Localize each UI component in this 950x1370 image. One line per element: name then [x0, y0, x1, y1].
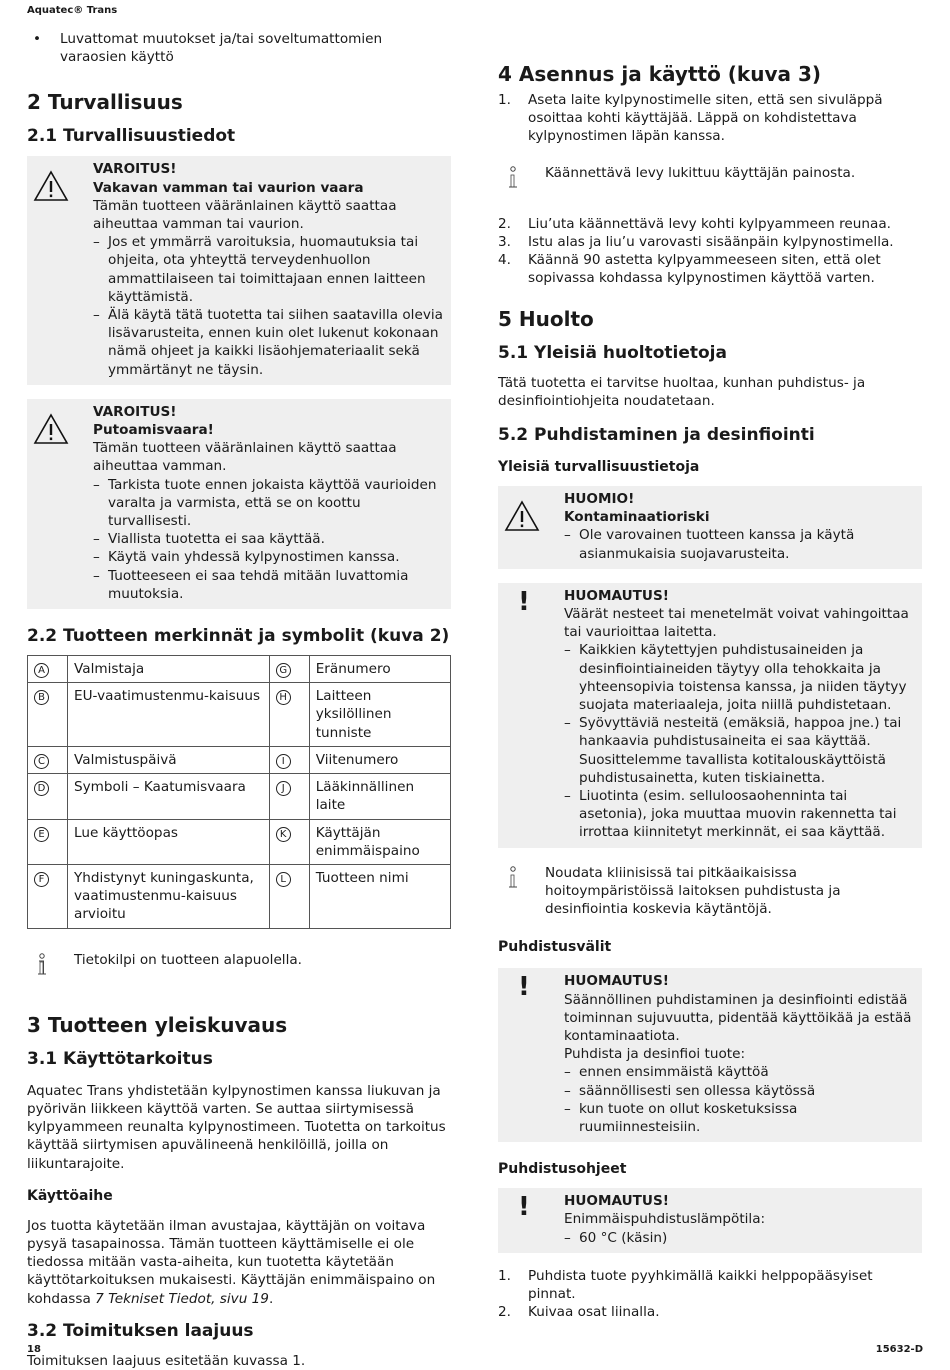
right-column — [498, 61, 922, 1321]
circled-letter: H — [276, 690, 291, 705]
step-item: 3. Istu alas ja liu’u varovasti sisäänpäin kylpynostimella. — [498, 234, 894, 251]
circled-letter: G — [276, 663, 291, 678]
table-row: D Symboli – Kaatumisvaara J Lääkinnällinen laite — [28, 774, 451, 819]
list-item: – Kaikkien käytettyjen puhdistusaineiden ja desinfiointiaineiden täytyy olla tehokkaita ja yhteensopivia toistensa kanssa, ja niiden täytyy suojata materiaaleja, joita niillä puhdistetaan. — [564, 642, 907, 714]
list-item: – Tuotteeseen ei saa tehdä mitään luvattomia muutoksia. — [93, 567, 409, 602]
caution-title: Kontaminaatioriski — [564, 509, 710, 526]
caution-box — [498, 486, 922, 569]
notice-label: HUOMAUTUS! — [564, 1193, 669, 1210]
warning-triangle-icon — [33, 160, 93, 378]
section-title: 2 Turvallisuus — [27, 90, 183, 115]
left-column — [27, 30, 451, 1370]
warning-triangle-icon — [504, 490, 564, 563]
paragraph: Tätä tuotetta ei tarvitse huoltaa, kunhan puhdistus- ja desinfiointiohjeita noudatetaan. — [498, 374, 866, 409]
circled-letter: L — [276, 872, 291, 887]
warning-triangle-icon — [33, 403, 93, 603]
bullet-icon: • — [33, 31, 42, 47]
info-icon — [27, 951, 74, 982]
notice-label: HUOMAUTUS! — [564, 587, 669, 604]
circled-letter: D — [34, 781, 49, 796]
section-title: 4 Asennus ja käyttö (kuva 3) — [498, 62, 821, 86]
cross-reference[interactable]: 7 Tekniset Tiedot, sivu 19 — [95, 1290, 269, 1307]
info-note: Noudata kliinisissä tai pitkäaikaisissa hoitoympäristöissä laitoksen puhdistusta ja desinfiointia koskevia käytäntöjä. — [498, 864, 922, 919]
warning-title: Putoamisvaara! — [93, 422, 214, 439]
notice-label: HUOMAUTUS! — [564, 973, 669, 990]
circled-letter: C — [34, 754, 49, 769]
circled-letter: K — [276, 827, 291, 842]
list-item: – Jos et ymmärrä varoituksia, huomautuksia tai ohjeita, ota yhteyttä terveydenhuollon ammattilaiseen tai toimittajaan ennen laitteen käyttämistä. — [93, 234, 426, 305]
subsection-title: 3.2 Toimituksen laajuus — [27, 1320, 254, 1341]
paragraph: Jos tuotta käytetään ilman avustajaa, käyttäjän on voitava pysyä tasapainossa. Tämän tuotteen käyttämiselle ei ole tiedossa mitään vasta-aiheita, kun tuotetta käytetään käyttötarkoituksen mukaisesti. Käyttäjän enimmäispaino on kohdassa 7 Tekniset Tiedot, sivu 19. — [27, 1217, 436, 1307]
circled-letter: F — [34, 872, 49, 887]
warning-label: VAROITUS! — [93, 403, 177, 420]
notice-box: ! HUOMAUTUS! Väärät nesteet tai menetelmät voivat vahingoittaa tai vaurioittaa laitetta. – Kaikkien käytettyjen puhdistusaineiden ja desinfiointiaineiden täytyy olla tehokkaita ja yhteensopivia toistensa kanssa, ja niiden täytyy suojata materiaaleja, joita niillä puhdistetaan. – Syövyttäviä nesteitä (emäksiä, happoa jne.) tai hankaavia puhdistusaineita ei saa käyttää. Suosittelemme tavallista kotitalouskäyttöistä puhdistusainetta, kuten tiskiainetta. – Liuotinta (esim. selluloosaohenninta tai asetonia), joka muuttaa muovin rakennetta tai irrottaa kiinnitetyt merkinnät, ei saa käyttää. — [498, 583, 922, 848]
subheading: Yleisiä turvallisuustietoja — [498, 459, 700, 476]
warning-label: VAROITUS! — [93, 161, 177, 178]
warning-box — [27, 399, 451, 609]
exclamation-icon: ! — [518, 972, 530, 1003]
table-row: C Valmistuspäivä I Viitenumero — [28, 746, 451, 773]
list-item: – Liuotinta (esim. selluloosaohenninta tai asetonia), joka muuttaa muovin rakennetta tai irrottaa kiinnitetyt merkinnät, ei saa käyttää. — [564, 788, 897, 841]
list-item: – Syövyttäviä nesteitä (emäksiä, happoa jne.) tai hankaavia puhdistusaineita ei saa käyttää. Suosittelemme tavallista kotitalouskäyttöistä puhdistusainetta, kuten tiskiainetta. — [564, 715, 902, 786]
list-item: – kun tuote on ollut kosketuksissa ruumiinnesteisiin. — [564, 1100, 798, 1135]
circled-letter: E — [34, 827, 49, 842]
step-item: 1. Puhdista tuote pyyhkimällä kaikki helppopääsyiset pinnat. — [498, 1267, 873, 1302]
table-row: A Valmistaja G Eränumero — [28, 656, 451, 683]
info-note: Tietokilpi on tuotteen alapuolella. — [27, 951, 451, 982]
list-item: – Ole varovainen tuotteen kanssa ja käytä asianmukaisia suojavarusteita. — [564, 527, 855, 562]
table-row: F Yhdistynyt kuningaskunta, vaatimustenmu-kaisuus arvioitu L Tuotteen nimi — [28, 864, 451, 928]
subheading: Puhdistusohjeet — [498, 1161, 627, 1178]
info-icon — [498, 164, 545, 195]
info-note: Käännettävä levy lukittuu käyttäjän painosta. — [498, 164, 922, 195]
info-icon — [498, 864, 545, 919]
exclamation-icon: ! — [518, 1192, 530, 1223]
page-header: Aquatec® Trans — [27, 5, 118, 16]
bullet-item: • Luvattomat muutokset ja/tai soveltumattomien varaosien käyttö — [27, 30, 451, 66]
step-item: 4. Käännä 90 astetta kylpyammeeseen siten, että olet sopivassa kohdassa kylpynostimen käyttöä varten. — [498, 252, 881, 287]
list-item: – ennen ensimmäistä käyttöä — [564, 1064, 769, 1081]
subsection-title: 5.2 Puhdistaminen ja desinfiointi — [498, 425, 815, 446]
paragraph: Toimituksen laajuus esitetään kuvassa 1. — [27, 1352, 306, 1369]
circled-letter: A — [34, 663, 49, 678]
list-item: – Käytä vain yhdessä kylpynostimen kanssa. — [93, 549, 400, 566]
list-item: – 60 °C (käsin) — [564, 1229, 668, 1246]
table-row: E Lue käyttöopas K Käyttäjän enimmäispaino — [28, 819, 451, 864]
notice-box: ! HUOMAUTUS! Säännöllinen puhdistaminen ja desinfiointi edistää toiminnan sujuvuutta, pidentää käyttöikää ja estää kontaminaatiota. Puhdista ja desinfioi tuote: – ennen ensimmäistä käyttöä – säännöllisesti sen ollessa käytössä – kun tuote on ollut kosketuksissa ruumiinnesteisiin. — [498, 968, 922, 1142]
list-item: – Älä käytä tätä tuotetta tai siihen saatavilla olevia lisävarusteita, ennen kuin olet lukenut kokonaan nämä ohjeet ja kaikki lisäohjemateriaalit sekä ymmärtänyt ne täysin. — [93, 307, 443, 378]
paragraph: Aquatec Trans yhdistetään kylpynostimen kanssa liukuvan ja pyörivän liikkeen käyttöä varten. Se auttaa siirtymisessä kylpyammeen reunalta kylpynostimeen. Tuotetta on tarkoitus käyttää siirtymisen apuvälineenä henkilöillä, joilla on liikuntarajoite. — [27, 1082, 446, 1172]
circled-letter: I — [276, 754, 291, 769]
subsection-title: 2.1 Turvallisuustiedot — [27, 126, 236, 147]
warning-text: Tämän tuotteen vääränlainen käyttö saattaa aiheuttaa vamman tai vaurion. — [93, 197, 397, 233]
caution-label: HUOMIO! — [564, 491, 635, 508]
list-item: – Tarkista tuote ennen jokaista käyttöä vaurioiden varalta ja varmista, että se on koottu turvallisesti. — [93, 476, 437, 530]
step-item: 2. Kuivaa osat liinalla. — [498, 1304, 660, 1321]
exclamation-icon: ! — [518, 586, 530, 617]
warning-text: Tämän tuotteen vääränlainen käyttö saattaa aiheuttaa vamman. — [93, 440, 397, 475]
subsection-title: 5.1 Yleisiä huoltotietoja — [498, 342, 727, 363]
circled-letter: J — [276, 781, 291, 796]
warning-title: Vakavan vamman tai vaurion vaara — [93, 179, 364, 196]
list-item: – Viallista tuotetta ei saa käyttää. — [93, 531, 325, 548]
subheading: Puhdistusvälit — [498, 939, 612, 956]
circled-letter: B — [34, 690, 49, 705]
step-item: 1. Aseta laite kylpynostimelle siten, että sen sivuläppä osoittaa kohti käyttäjää. Läppä on kohdistettava kylpynostimen läpän kanssa. — [498, 92, 883, 145]
table-row: B EU-vaatimustenmu-kaisuus H Laitteen yksilöllinen tunniste — [28, 683, 451, 747]
step-item: 2. Liu’uta käännettävä levy kohti kylpyammeen reunaa. — [498, 215, 891, 232]
subheading: Käyttöaihe — [27, 1187, 113, 1204]
document-code: 15632-D — [875, 1344, 923, 1355]
notice-box: ! HUOMAUTUS! Enimmäispuhdistuslämpötila: – 60 °C (käsin) — [498, 1188, 922, 1253]
section-title: 5 Huolto — [498, 306, 594, 331]
symbols-table — [27, 655, 451, 928]
warning-box — [27, 156, 451, 384]
page-number: 18 — [27, 1344, 41, 1355]
list-item: – säännöllisesti sen ollessa käytössä — [564, 1082, 816, 1099]
subsection-title: 3.1 Käyttötarkoitus — [27, 1048, 213, 1069]
subsection-title: 2.2 Tuotteen merkinnät ja symbolit (kuva 2) — [27, 626, 450, 647]
section-title: 3 Tuotteen yleiskuvaus — [27, 1012, 288, 1037]
